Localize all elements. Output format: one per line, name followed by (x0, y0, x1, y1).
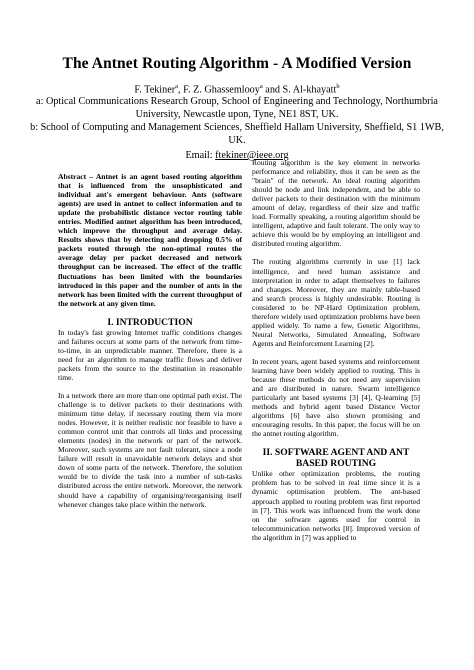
body-paragraph: In a network there are more than one optimal path exist. The challenge is to deliver packets to their destinations with minimum time delay, if necessary routing them via more nodes. However, it is neither realistic nor feasible to have a common control unit that controls all links and processing elements (nodes) in the network or part of the network. Moreover, such systems are not fault tolerant, since a node failure will result in unavoidable network delays and shut down of some parts of the network. Therefore, the solution would be to divide the task into a number of sub-tasks distributed across the entire network. Moreover, the network should have a capability of organising/reorganising itself whenever changes take place within the network. (58, 390, 242, 509)
section-heading-introduction: I. INTRODUCTION (107, 316, 193, 328)
author-name: F. Tekiner (134, 84, 176, 96)
body-paragraph: In recent years, agent based systems and reinforcement learning have been widely applied to routing. This is because these methods do not need any supervision and are distributed in nature. Swarm intelligence particularly ant based systems [3] [4], Q-learning [5] methods and hybrid agent based Distance Vector algorithms [6] have also shown promising and encouraging results. In this paper, the focus will be on the antnet routing algorithm. (252, 356, 420, 439)
paper-title: The Antnet Routing Algorithm - A Modified Version (62, 55, 412, 72)
author-name: and S. Al-khayatt (262, 84, 337, 96)
body-paragraph: Routing algorithm is the key element in networks performance and reliability, thus it can be seen as the "brain" of the network. An ideal routing algorithm should be node and link independent, and be able to deliver packets to their destination with the minimum amount of delay, regardless of their size and traffic load. Formally speaking, a routing algorithm should be intelligent, adaptive and fault tolerant. The only way to achieve this would be by employing an intelligent and distributed routing algorithm. (252, 158, 420, 249)
body-paragraph: In today's fast growing Internet traffic conditions changes and failures occurs at some parts of the network from time-to-time, in an unpredictable manner. Therefore, there is a need for an algorithm to manage traffic flows and deliver packets from the source to the destination in reasonable time. (58, 327, 242, 382)
author-affiliation-mark: a (175, 83, 179, 90)
body-paragraph: Unlike other optimization problems, the routing problem has to be solved in real time since it is a dynamic optimisation problem. The ant-based approach applied to routing problem was first reported in [7]. This work was influenced from the work done on the software agents used for control in telecommunication networks [8]. Improved version of the algorithm in [7] was applied to (252, 469, 420, 542)
author-affiliation-mark: b (336, 83, 340, 90)
right-column (252, 158, 420, 542)
author-list (0, 83, 474, 95)
author-affiliation-mark: a (259, 83, 263, 90)
abstract-paragraph: Abstract – Antnet is an agent based routing algorithm that is influenced from the unsophisticated and individual ant's emergent behaviour. Ants (software agents) are used in antnet to collect information and to update the probabilistic distance vector routing table entries. Modified antnet algorithm has been introduced, which improve the throughput and average delay. Results shows that by detecting and dropping 0.5% of packets routed through the non-optimal routes the average delay per packet decreased and network throughput can be increased. The effect of the traffic fluctuations has been limited with the boundaries introduced in this paper and the number of ants in the network has been limited with the current throughput of the network at any given time. (58, 172, 242, 308)
email-link[interactable]: ftekiner@ieee.org (215, 150, 289, 161)
affiliation-b: b: School of Computing and Management Sciences, Sheffield Hallam University, Sheffield, S1 1WB, UK. (30, 122, 444, 146)
email-label: Email: (185, 150, 216, 161)
author-name: , F. Z. Ghassemlooy (178, 84, 260, 96)
body-paragraph: The routing algorithms currently in use [1] lack intelligence, and need human assistance and interpretation in order to adapt themselves to failures and changes. Moreover, they are mainly table-based and search process is highly undesirable. Routing is considered to be NP-Hard Optimization problem, therefore widely used optimization problems have been applied widely. To name a few, Genetic Algorithms, Neural Networks, Simulated Annealing, Software Agents and Reinforcement Learning [2]. (252, 257, 420, 348)
affiliation-a: a: Optical Communications Research Group, School of Engineering and Technology, Northumbria University, Newcastle upon, Tyne, NE1 8ST, UK. (36, 96, 438, 120)
left-column (58, 172, 242, 509)
section-heading-software-agent: II. SOFTWARE AGENT AND ANT BASED ROUTING (262, 447, 410, 470)
